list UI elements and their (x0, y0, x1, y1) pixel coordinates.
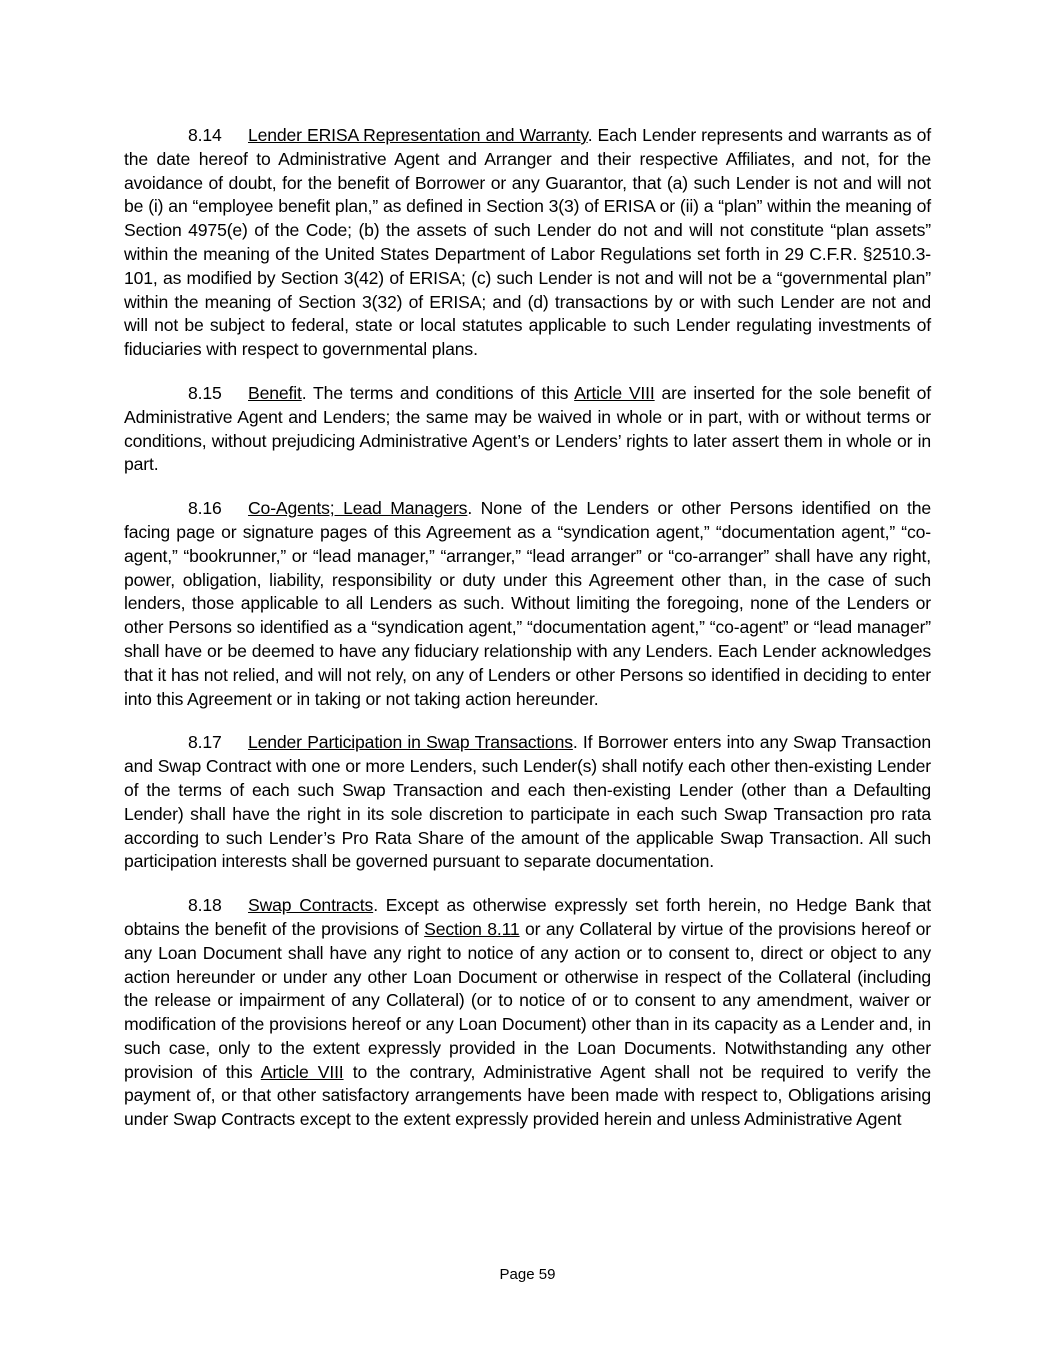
section-body: . Each Lender represents and warrants as of the date hereof to Administrative Agent and Arranger and their respective Affiliates, and not, for the avoidance of doubt, for the benefit of Borrower or any Guarantor, that (a) such Lender is not and will not be (i) an “employee benefit plan,” as defined in Section 3(3) of ERISA or (ii) a “plan” within the meaning of Section 4975(e) of the Code; (b) the assets of such Lender do not and will not constitute “plan assets” within the meaning of the United States Department of Labor Regulations set forth in 29 C.F.R. §2510.3-101, as modified by Section 3(42) of ERISA; (c) such Lender is not and will not be a “governmental plan” within the meaning of Section 3(32) of ERISA; and (d) transactions by or with such Lender are not and will not be subject to federal, state or local statutes applicable to such Lender regulating investments of fiduciaries with respect to governmental plans. (124, 125, 931, 360)
section-number: 8.15 (188, 382, 222, 403)
section-body: or any Collateral by virtue of the provisions hereof or any Loan Document shall have any right to notice of any action or to consent to, direct or object to any action hereunder or under any other Loan Document or otherwise in respect of the Collateral (including the release or impairment of any Collateral) (or to notice of or to consent to any amendment, waiver or modification of the provisions hereof or any Loan Document) other than in its capacity as a Lender and, in such case, only to the extent expressly provided in the Loan Documents. Notwithstanding any other provision of this (124, 918, 932, 1082)
section-number: 8.17 (188, 732, 222, 753)
section-body: . The terms and conditions of this (301, 382, 575, 403)
cross-reference: Article VIII (260, 1061, 344, 1082)
section-number: 8.14 (188, 125, 222, 145)
section-heading: Lender ERISA Representation and Warranty (248, 125, 588, 145)
section-heading: Swap Contracts (248, 895, 374, 916)
section-8-17 (124, 731, 931, 874)
section-heading: Lender Participation in Swap Transactions (248, 732, 573, 753)
section-heading: Co-Agents; Lead Managers (248, 498, 468, 519)
section-8-14 (124, 124, 931, 362)
section-8-15 (124, 382, 931, 477)
section-number: 8.16 (188, 498, 222, 519)
section-body: . None of the Lenders or other Persons identified on the facing page or signature pages of this Agreement as a “syndication agent,” “documentation agent,” “co-agent,” “bookrunner,” or “lead manager,” “arranger,” “lead arranger” or “co-arranger” shall have any right, power, obligation, liability, responsibility or duty under this Agreement other than, in the case of such lenders, those applicable to all Lenders as such. Without limiting the foregoing, none of the Lenders or other Persons so identified as a “syndication agent,” “documentation agent,” “co-agent” or “lead manager” shall have or be deemed to have any fiduciary relationship with any Lenders. Each Lender acknowledges that it has not relied, and will not rely, on any of Lenders or other Persons so identified in deciding to enter into this Agreement or in taking or not taking action hereunder. (124, 498, 931, 709)
page-number: Page 59 (499, 1266, 556, 1283)
section-body: to the contrary, Administrative Agent shall not be required to verify the payment of, or that other satisfactory arrangements have been made with respect to, Obligations arising under Swap Contracts except to the extent expressly provided herein and unless Administrative Agent (124, 1061, 931, 1130)
section-8-16 (124, 497, 931, 711)
section-8-18 (124, 894, 931, 1132)
section-number: 8.18 (188, 895, 222, 916)
section-body: . If Borrower enters into any Swap Transaction and Swap Contract with one or more Lenders, such Lender(s) shall notify each other then-existing Lender of the terms of each such Swap Transaction and each then-existing Lender (other than a Defaulting Lender) shall have the right in its sole discretion to participate in each such Swap Transaction pro rata according to such Lender’s Pro Rata Share of the amount of the applicable Swap Transaction. All such participation interests shall be governed pursuant to separate documentation. (124, 732, 931, 872)
cross-reference: Section 8.11 (424, 918, 520, 939)
section-heading: Benefit (248, 382, 302, 403)
document-body (124, 124, 931, 1152)
section-body: . Except as otherwise expressly set forth herein, no Hedge Bank that obtains the benefit of the provisions of (124, 895, 931, 939)
cross-reference: Article VIII (574, 382, 655, 403)
section-body: are inserted for the sole benefit of Administrative Agent and Lenders; the same may be waived in whole or in part, with or without terms or conditions, without prejudicing Administrative Agent’s or Lenders’ rights to later assert them in whole or in part. (124, 382, 931, 475)
